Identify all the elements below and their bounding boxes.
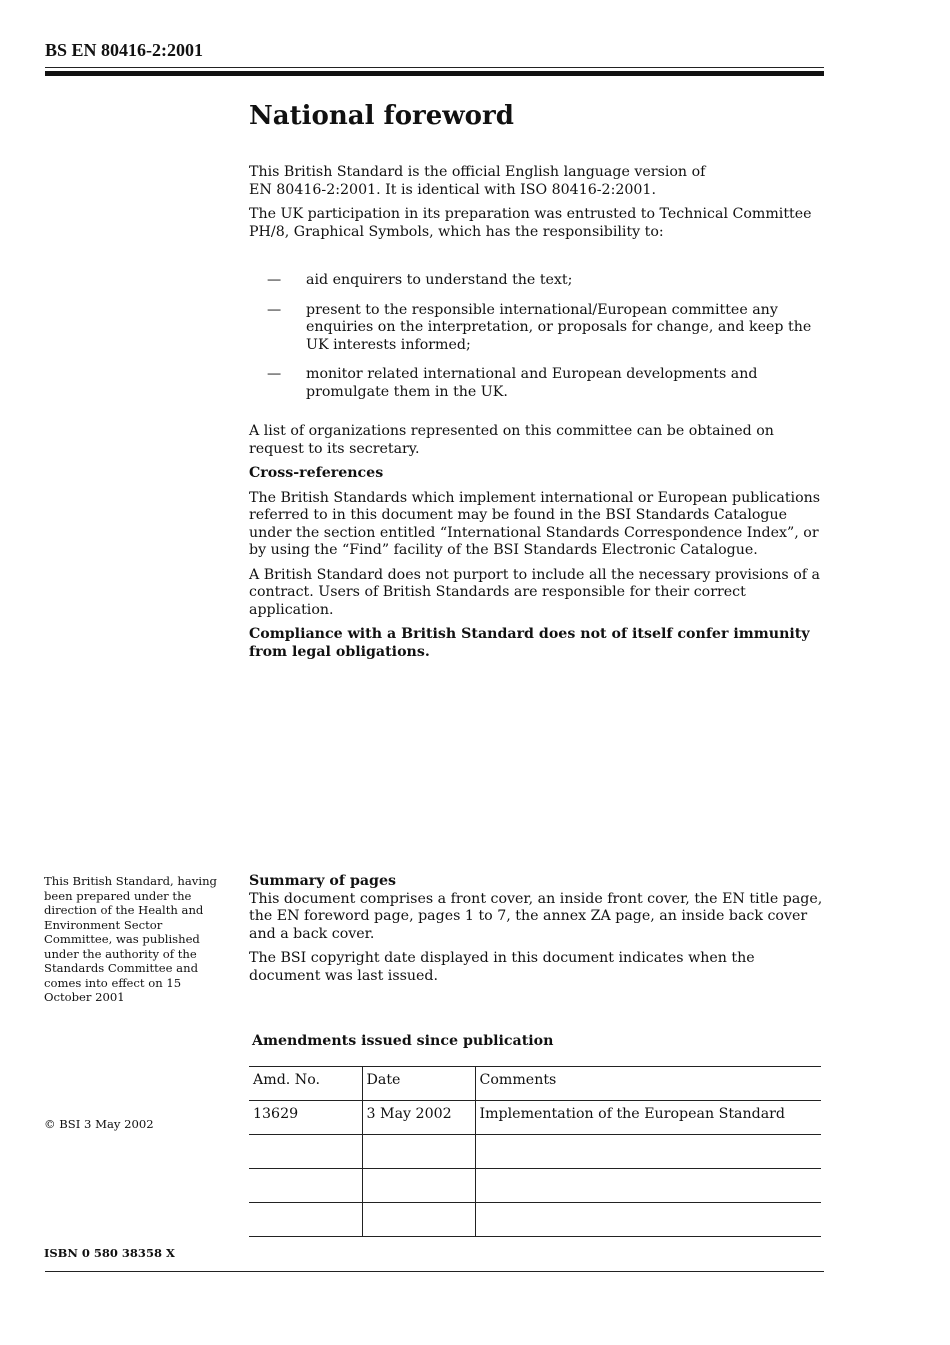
column-header: Amd. No.	[253, 1072, 321, 1088]
page-title: National foreword	[249, 101, 514, 131]
list-dash: —	[267, 272, 282, 288]
committee-list-note: A list of organizations represented on this committee can be obtained on request to its secretary.	[249, 423, 774, 457]
intro-section	[249, 164, 824, 248]
list-dash: —	[267, 366, 282, 382]
compliance-note: Compliance with a British Standard does not of itself confer immunity from legal obligations.	[249, 626, 810, 660]
table-cell	[475, 1169, 821, 1203]
intro-paragraph: This British Standard is the official English language version of EN 80416-2:2001. It is identical with ISO 80416-2:2001.	[249, 164, 706, 198]
header-rule-thick	[45, 71, 824, 76]
body-section	[249, 423, 824, 668]
table-row	[249, 1203, 821, 1237]
column-header: Comments	[475, 1067, 821, 1101]
cross-references-text: The British Standards which implement international or European publications referred to in this document may be found in the BSI Standards Catalogue under the section entitled “International Standards Correspondence Index”, or by using the “Find” facility of the BSI Standards Electronic Catalogue.	[249, 489, 821, 558]
list-item-text: present to the responsible international/European committee any enquiries on the interpretation, or proposals for change, and keep the UK interests informed;	[306, 301, 812, 353]
copyright-date-note: The BSI copyright date displayed in this document indicates when the document was last issued.	[249, 950, 755, 984]
list-item	[249, 272, 824, 290]
amendments-table	[249, 1066, 821, 1237]
table-cell	[475, 1203, 821, 1237]
summary-of-pages	[249, 873, 824, 992]
table-cell: 3 May 2002	[362, 1101, 475, 1135]
contract-note: A British Standard does not purport to include all the necessary provisions of a contract. Users of British Standards are responsible for their correct application.	[249, 566, 820, 618]
list-item	[249, 302, 824, 355]
table-cell	[249, 1135, 362, 1169]
table-cell: Implementation of the European Standard	[475, 1101, 821, 1135]
table-cell	[362, 1203, 475, 1237]
publication-note: This British Standard, having been prepared under the direction of the Health and Environment Sector Committee, was published under the authority of the Standards Committee and comes into effect on 15 October 2001	[44, 874, 217, 1004]
cross-references-heading: Cross-references	[249, 465, 384, 481]
table-cell	[475, 1135, 821, 1169]
table-cell	[249, 1169, 362, 1203]
footer-rule	[45, 1271, 824, 1272]
summary-heading: Summary of pages	[249, 873, 396, 889]
copyright-note: © BSI 3 May 2002	[44, 1117, 154, 1131]
table-row	[249, 1101, 821, 1135]
standard-id: BS EN 80416-2:2001	[45, 40, 204, 60]
list-dash: —	[267, 301, 282, 318]
table-row	[249, 1169, 821, 1203]
column-header: Date	[362, 1067, 475, 1101]
table-cell	[362, 1169, 475, 1203]
header-rule-thin	[45, 67, 824, 68]
list-item	[249, 366, 824, 401]
amendments-heading: Amendments issued since publication	[252, 1033, 554, 1049]
summary-text: This document comprises a front cover, an inside front cover, the EN title page, the EN foreword page, pages 1 to 7, the annex ZA page, an inside back cover and a back cover.	[249, 890, 823, 942]
intro-paragraph: The UK participation in its preparation was entrusted to Technical Committee PH/8, Graphical Symbols, which has the responsibility to:	[249, 206, 812, 240]
responsibilities-list	[249, 272, 824, 413]
table-header-row	[249, 1067, 821, 1101]
isbn: ISBN 0 580 38358 X	[44, 1246, 175, 1260]
table-row	[249, 1135, 821, 1169]
list-item-text: monitor related international and European developments and promulgate them in the UK.	[306, 366, 758, 400]
table-cell	[249, 1203, 362, 1237]
list-item-text: aid enquirers to understand the text;	[306, 272, 573, 288]
table-cell	[362, 1135, 475, 1169]
table-cell: 13629	[253, 1106, 299, 1122]
